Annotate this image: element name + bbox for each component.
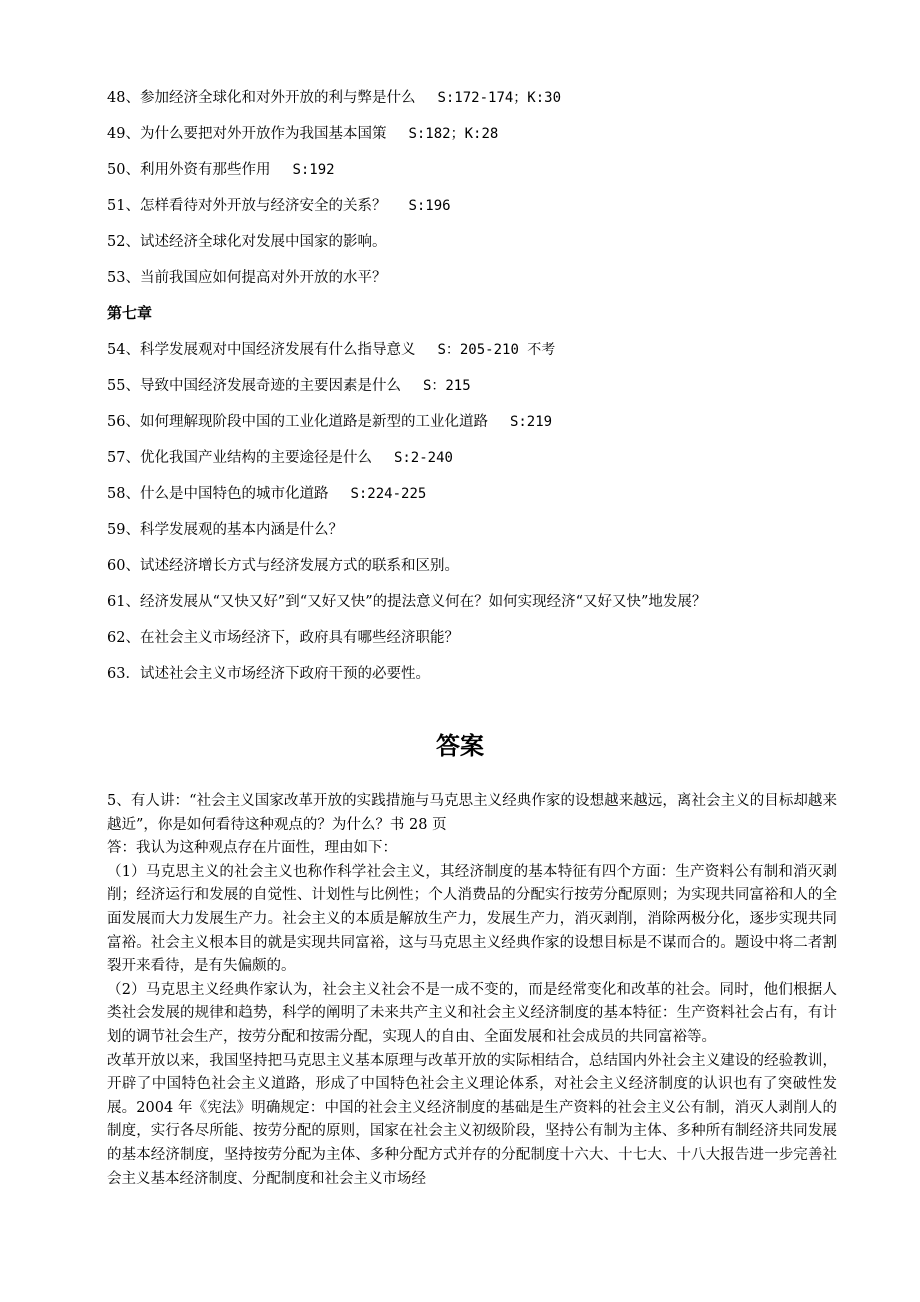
question-63: 63．试述社会主义市场经济下政府干预的必要性。	[107, 666, 430, 682]
question-54: 54、科学发展观对中国经济发展有什么指导意义 S：205-210 不考	[107, 342, 556, 358]
page-reference: S：215	[422, 378, 471, 394]
question-48: 48、参加经济全球化和对外开放的利与弊是什么 S:172-174；K:30	[107, 90, 562, 106]
chapter-heading: 第七章	[107, 304, 153, 322]
question-62: 62、在社会主义市场经济下，政府具有哪些经济职能？	[107, 630, 459, 646]
answer-reform-paragraph: 改革开放以来，我国坚持把马克思主义基本原理与改革开放的实际相结合，总结国内外社会主义建设的经验教训，开辟了中国特色社会主义道路，形成了中国特色社会主义理论体系，对社会主义经济制度的认识也有了突破性发展。2004 年《宪法》明确规定：中国的社会主义经济制度的基础是生产资料的社会主义公有制，消灭人剥削人的制度，实行各尽所能、按劳分配的原则，国家在社会主义初级阶段，坚持公有制为主体、多种所有制经济共同发展的基本经济制度，坚持按劳分配为主体、多种分配方式并存的分配制度十六大、十七大、十八大报告进一步完善社会主义基本经济制度、分配制度和社会主义市场经	[107, 1052, 837, 1187]
answers-heading: 答案	[436, 732, 484, 760]
answer-question: 5、有人讲：“社会主义国家改革开放的实践措施与马克思主义经典作家的设想越来越远，离社会主义的目标却越来越近”，你是如何看待这种观点的？为什么？书 28 页	[107, 793, 837, 833]
question-60: 60、试述经济增长方式与经济发展方式的联系和区别。	[107, 558, 459, 574]
page-reference: S:192	[292, 162, 335, 178]
page-reference: S：205-210 不考	[437, 342, 556, 358]
question-61: 61、经济发展从“又快又好”到“又好又快”的提法意义何在？如何实现经济“又好又快”地发展？	[107, 594, 707, 610]
question-58: 58、什么是中国特色的城市化道路 S:224-225	[107, 486, 427, 502]
page-reference: S:224-225	[350, 486, 427, 502]
question-56: 56、如何理解现阶段中国的工业化道路是新型的工业化道路 S:219	[107, 414, 553, 430]
page-reference: S:219	[509, 414, 553, 430]
question-59: 59、科学发展观的基本内涵是什么？	[107, 522, 343, 538]
question-57: 57、优化我国产业结构的主要途径是什么 S:2-240	[107, 450, 453, 466]
question-52: 52、试述经济全球化对发展中国家的影响。	[107, 234, 387, 250]
question-49: 49、为什么要把对外开放作为我国基本国策 S:182；K:28	[107, 126, 499, 142]
question-51: 51、怎样看待对外开放与经济安全的关系？ S:196	[107, 198, 451, 214]
page-reference: S:172-174；K:30	[437, 90, 562, 106]
question-50: 50、利用外资有那些作用 S:192	[107, 162, 335, 178]
question-55: 55、导致中国经济发展奇迹的主要因素是什么 S：215	[107, 378, 471, 394]
question-53: 53、当前我国应如何提高对外开放的水平？	[107, 270, 387, 286]
page-reference: S:2-240	[393, 450, 453, 466]
page-reference: S:196	[408, 198, 451, 214]
page-reference: S:182；K:28	[408, 126, 499, 142]
answer-point-2: （2）马克思主义经典作家认为，社会主义社会不是一成不变的，而是经常变化和改革的社会。同时，他们根据人类社会发展的规律和趋势，科学的阐明了未来共产主义和社会主义经济制度的基本特征：生产资料社会占有，有计划的调节社会生产，按劳分配和按需分配，实现人的自由、全面发展和社会成员的共同富裕等。	[107, 981, 837, 1045]
answer-intro: 答：我认为这种观点存在片面性，理由如下：	[107, 840, 397, 857]
answer-body	[107, 790, 837, 1191]
answer-point-1: （1）马克思主义的社会主义也称作科学社会主义，其经济制度的基本特征有四个方面：生产资料公有制和消灭剥削；经济运行和发展的自觉性、计划性与比例性；个人消费品的分配实行按劳分配原则；为实现共同富裕和人的全面发展而大力发展生产力。社会主义的本质是解放生产力，发展生产力，消灭剥削，消除两极分化，逐步实现共同富裕。社会主义根本目的就是实现共同富裕，这与马克思主义经典作家的设想目标是不谋而合的。题设中将二者割裂开来看待，是有失偏颇的。	[107, 863, 837, 975]
